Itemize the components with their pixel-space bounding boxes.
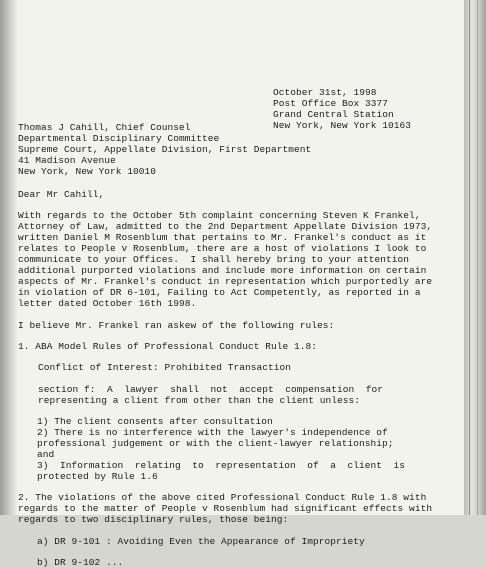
body-line: regards to two disciplinary rules, those being: [18,514,289,525]
rule-subheading: Conflict of Interest: Prohibited Transaction [38,362,292,373]
rule-section-line: representing a client from other than the client unless: [38,395,361,406]
recipient-line: Departmental Disciplinary Committee [18,133,220,144]
stacked-pages-edge [464,0,486,515]
body-line: additional purported violations and include more information on certain [18,265,427,276]
letter-date: October 31st, 1998 [273,87,377,98]
condition-line: and [37,449,55,460]
body-line: aspects of Mr. Frankel's conduct in representation which purportedly are [18,276,433,287]
recipient-line: Thomas J Cahill, Chief Counsel [18,122,191,133]
rule-item: b) DR 9-102 ... [37,557,124,568]
condition-line: 2) There is no interference with the lawyer's independence of [37,427,388,438]
salutation: Dear Mr Cahill, [18,189,105,200]
body-line: communicate to your Offices. I shall hereby bring to your attention [18,254,410,265]
recipient-line: 41 Madison Avenue [18,155,116,166]
rule-item: a) DR 9-101 : Avoiding Even the Appearance of Impropriety [37,536,365,547]
page-binding-shadow [0,0,18,515]
return-address-line: Post Office Box 3377 [273,98,389,109]
body-line: Attorney of Law, admitted to the 2nd Department Appellate Division 1973, [18,221,433,232]
body-line: written Daniel M Rosenblum that pertains to Mr. Frankel's conduct as it [18,232,427,243]
body-line: regards to the matter of People v Rosenblum had significant effects with [18,503,433,514]
body-line: letter dated October 16th 1998. [18,298,197,309]
condition-line: 1) The client consents after consultation [37,416,273,427]
body-line: 2. The violations of the above cited Professional Conduct Rule 1.8 with [18,492,427,503]
condition-line: 3) Information relating to representation of a client is [37,460,406,471]
body-line: in violation of DR 6-101, Failing to Act Competently, as reported in a [18,287,421,298]
return-address-line: New York, New York 10163 [273,120,412,131]
body-line: relates to People v Rosenblum, there are a host of violations I look to [18,243,427,254]
body-line: With regards to the October 5th complaint concerning Steven K Frankel, [18,210,421,221]
rule-heading: 1. ABA Model Rules of Professional Conduct Rule 1.8: [18,341,318,352]
body-line: I believe Mr. Frankel ran askew of the following rules: [18,320,335,331]
condition-line: professional judgement or with the client-lawyer relationship; [37,438,394,449]
recipient-line: Supreme Court, Appellate Division, First Department [18,144,312,155]
condition-line: protected by Rule 1.6 [37,471,158,482]
rule-section-line: section f: A lawyer shall not accept compensation for [38,384,384,395]
return-address-line: Grand Central Station [273,109,394,120]
recipient-line: New York, New York 10010 [18,166,157,177]
